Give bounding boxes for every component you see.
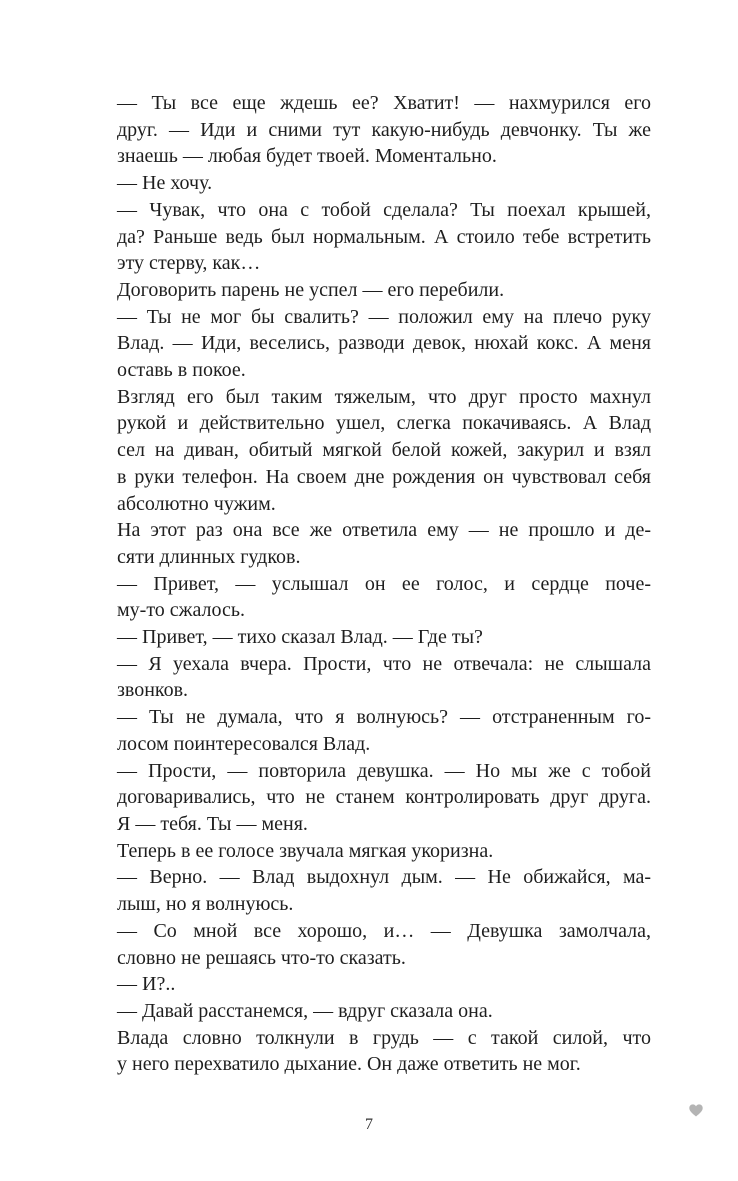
text-line: Договорить парень не успел — его перебили. [117,278,505,301]
text-line: да? Раньше ведь был нормальным. А стоило тебе встретить [117,225,651,248]
paragraph [117,277,651,304]
paragraph [117,704,651,757]
text-line: рукой и действительно ушел, слегка покачиваясь. А Влад [117,412,651,435]
text-line: лосом поинтересовался Влад. [117,732,371,755]
page-number: 7 [365,1116,373,1133]
paragraph [117,197,651,277]
text-line: Влад. — Иди, веселись, разводи девок, нюхай кокс. А меня [117,332,651,355]
paragraph [117,651,651,704]
text-line: — Ты не мог бы свалить? — положил ему на плечо руку [117,305,651,328]
text-line: Влада словно толкнули в грудь — с такой силой, что [117,1026,651,1049]
text-line: — Привет, — услышал он ее голос, и сердце поче- [117,572,651,595]
text-line: Взгляд его был таким тяжелым, что друг просто махнул [117,385,651,408]
paragraph [117,90,651,170]
text-line: знаешь — любая будет твоей. Моментально. [117,145,497,168]
text-line: у него перехватило дыхание. Он даже ответить не мог. [117,1053,581,1076]
text-line: абсолютно чужим. [117,492,276,515]
text-line: — Я уехала вчера. Прости, что не отвечала: не слышала [117,652,651,675]
text-line: договаривались, что не станем контролировать друг друга. [117,786,651,809]
paragraph [117,864,651,917]
text-line: му-то сжалось. [117,599,246,622]
text-line: — Чувак, что она с тобой сделала? Ты поехал крышей, [117,198,651,221]
paragraph [117,384,651,518]
text-line: оставь в покое. [117,359,246,382]
paragraph [117,517,651,570]
text-line: — Привет, — тихо сказал Влад. — Где ты? [117,626,483,649]
text-line: — Давай расстанемся, — вдруг сказала она. [117,999,493,1022]
paragraph [117,838,651,865]
text-line: — Ты не думала, что я волнуюсь? — отстраненным го- [117,706,651,729]
heart-icon [689,1104,703,1117]
book-page-text [117,90,651,1078]
text-line: лыш, но я волнуюсь. [117,893,294,916]
text-line: Теперь в ее голосе звучала мягкая укоризна. [117,839,494,862]
text-line: словно не решаясь что-то сказать. [117,946,406,969]
text-line: Я — тебя. Ты — меня. [117,812,308,835]
text-line: в руки телефон. На своем дне рождения он чувствовал себя [117,465,651,488]
text-line: — Со мной все хорошо, и… — Девушка замолчала, [117,919,651,942]
text-line: — И?.. [117,973,176,996]
paragraph [117,758,651,838]
paragraph [117,1025,651,1078]
text-line: — Прости, — повторила девушка. — Но мы же с тобой [117,759,651,782]
text-line: сел на диван, обитый мягкой белой кожей, закурил и взял [117,439,651,462]
text-line: эту стерву, как… [117,252,261,275]
text-line: — Не хочу. [117,172,213,195]
paragraph [117,918,651,971]
paragraph [117,304,651,384]
paragraph [117,571,651,624]
text-line: — Ты все еще ждешь ее? Хватит! — нахмурился его [117,92,651,114]
paragraph [117,624,651,651]
text-line: друг. — Иди и сними тут какую-нибудь девчонку. Ты же [117,118,651,141]
text-line: На этот раз она все же ответила ему — не прошло и де- [117,519,651,542]
paragraph [117,971,651,998]
paragraph [117,170,651,197]
text-line: сяти длинных гудков. [117,545,301,568]
text-line: — Верно. — Влад выдохнул дым. — Не обижайся, ма- [117,866,651,889]
text-line: звонков. [117,679,189,702]
paragraph [117,998,651,1025]
